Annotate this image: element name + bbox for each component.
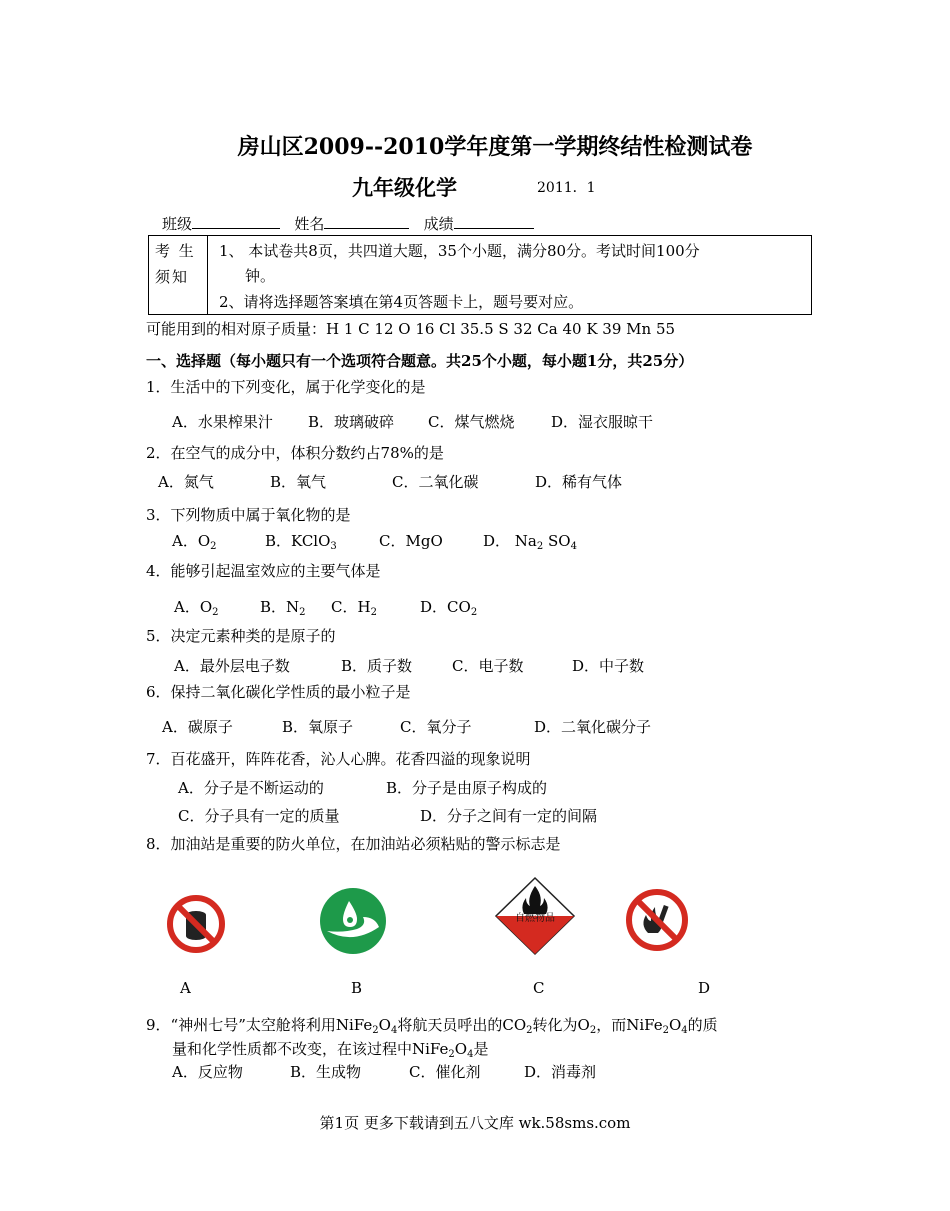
notes-label: [149, 236, 208, 314]
class-blank: [192, 214, 280, 229]
sign-label-b: B: [351, 979, 363, 997]
question-3-stem: 3．下列物质中属于氧化物的是: [146, 506, 351, 524]
q7-option-b: B．分子是由原子构成的: [386, 779, 548, 797]
question-9-stem-line2: 量和化学性质都不改变，在该过程中$NiFe_2O_4$是: [172, 1040, 489, 1060]
notes-line-1b: 钟。: [245, 267, 276, 285]
name-label: 姓名: [294, 215, 325, 233]
q2-option-b: B．氧气: [270, 473, 327, 491]
q7-option-c: C．分子具有一定的质量: [178, 807, 340, 825]
score-label: 成绩: [423, 215, 454, 233]
q6-option-a: A．碳原子: [162, 718, 233, 736]
score-blank: [454, 214, 534, 229]
q9-option-c: C．催化剂: [409, 1063, 481, 1081]
question-9-stem-line1: 9．“神州七号”太空舱将利用$NiFe_2O_4$将航天员呼出的$CO_2$转化为$O_2$，而$NiFe_2O_4$的质: [146, 1016, 718, 1036]
q2-option-d: D．稀有气体: [535, 473, 623, 491]
q5-option-a: A．最外层电子数: [174, 657, 290, 675]
notes-label-line1: 考 生: [155, 242, 196, 260]
q6-option-b: B．氧原子: [282, 718, 354, 736]
q4-option-d: D．$CO_2$: [420, 598, 478, 618]
sign-label-a: A: [180, 979, 191, 997]
q4-option-c: C．$H_2$: [331, 598, 377, 618]
sign-label-c: C: [533, 979, 545, 997]
spontaneous-combustion-sign-icon: [494, 876, 576, 956]
notes-line-2: 2、请将选择题答案填在第4页答题卡上，题号要对应。: [219, 293, 584, 311]
q1-option-b: B．玻璃破碎: [308, 413, 395, 431]
q4-option-a: A．$O_2$: [174, 598, 219, 618]
q2-option-c: C．二氧化碳: [392, 473, 479, 491]
q3-option-c: C．MgO: [379, 532, 443, 550]
q5-option-b: B．质子数: [341, 657, 413, 675]
name-blank: [324, 214, 409, 229]
q6-option-c: C．氧分子: [400, 718, 472, 736]
sign-c-label: 自燃物品: [515, 913, 555, 924]
no-barrel-sign-icon: [165, 893, 227, 955]
exam-notes-box: [148, 235, 812, 315]
q4-option-b: B．$N_2$: [260, 598, 306, 618]
question-1-stem: 1．生活中的下列变化，属于化学变化的是: [146, 378, 426, 396]
q1-option-d: D．湿衣服晾干: [551, 413, 654, 431]
q6-option-d: D．二氧化碳分子: [534, 718, 652, 736]
q9-option-a: A．反应物: [172, 1063, 243, 1081]
q1-option-c: C．煤气燃烧: [428, 413, 515, 431]
section-1-title: 一、选择题（每小题只有一个选项符合题意。共25个小题，每小题1分，共25分）: [146, 352, 694, 370]
atomic-masses: 可能用到的相对原子质量：H 1 C 12 O 16 Cl 35.5 S 32 Ca 40 K 39 Mn 55: [146, 320, 676, 338]
q3-option-d: D． $Na_2$ $SO_4$: [483, 532, 577, 552]
notes-label-line2: 须知: [155, 268, 190, 286]
exam-subtitle: 九年级化学: [352, 175, 457, 200]
question-4-stem: 4．能够引起温室效应的主要气体是: [146, 562, 381, 580]
water-saving-sign-icon: [319, 887, 387, 955]
q9-option-d: D．消毒剂: [524, 1063, 597, 1081]
q7-option-a: A．分子是不断运动的: [178, 779, 324, 797]
q9-option-b: B．生成物: [290, 1063, 362, 1081]
q3-option-b: B．KClO$_3$: [265, 532, 337, 552]
no-fire-sign-icon: [624, 887, 690, 953]
question-8-stem: 8．加油站是重要的防火单位，在加油站必须粘贴的警示标志是: [146, 835, 561, 853]
page-footer: 第1页 更多下载请到五八文库 wk.58sms.com: [319, 1114, 631, 1132]
q5-option-c: C．电子数: [452, 657, 524, 675]
q3-option-a: A．$O_2$: [172, 532, 217, 552]
exam-title: 房山区2009--2010学年度第一学期终结性检测试卷: [237, 134, 753, 160]
student-info-row: [162, 213, 534, 234]
sign-label-d: D: [698, 979, 711, 997]
class-label: 班级: [162, 215, 193, 233]
question-7-stem: 7．百花盛开，阵阵花香，沁人心脾。花香四溢的现象说明: [146, 750, 531, 768]
notes-line-1: 1、 本试卷共8页，共四道大题，35个小题，满分80分。考试时间100分: [219, 242, 700, 260]
question-6-stem: 6．保持二氧化碳化学性质的最小粒子是: [146, 683, 411, 701]
exam-date: 2011．1: [537, 180, 596, 196]
question-5-stem: 5．决定元素种类的是原子的: [146, 627, 336, 645]
q1-option-a: A．水果榨果汁: [172, 413, 273, 431]
q7-option-d: D．分子之间有一定的间隔: [420, 807, 598, 825]
q5-option-d: D．中子数: [572, 657, 645, 675]
question-2-stem: 2．在空气的成分中，体积分数约占78%的是: [146, 444, 444, 462]
q2-option-a: A．氮气: [158, 473, 214, 491]
